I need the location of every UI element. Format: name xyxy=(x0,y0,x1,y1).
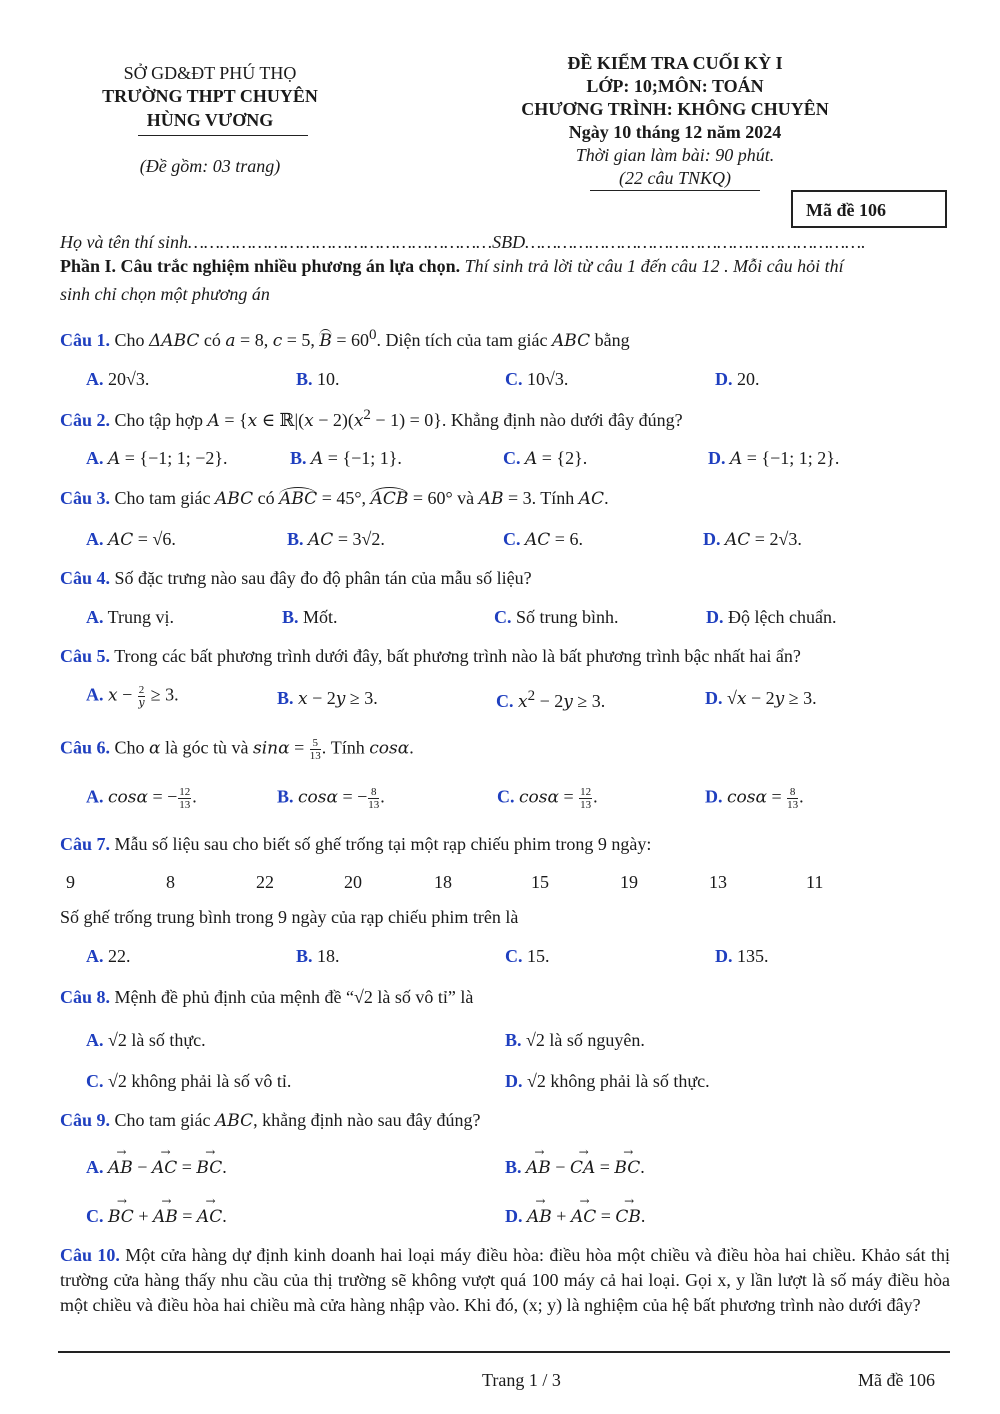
q7-option-d[interactable]: D. 135. xyxy=(715,946,769,966)
exam-code-box: Mã đề 106 xyxy=(791,190,947,228)
part1-instruction-2: sinh chỉ chọn một phương án xyxy=(60,284,270,304)
q7-data-value: 15 xyxy=(531,872,549,892)
q4-option-b[interactable]: B. Mốt. xyxy=(282,607,338,627)
q6-option-c[interactable]: C. cosα = $\frac{12}{13}$ . xyxy=(497,786,598,811)
exam-duration: Thời gian làm bài: 90 phút. xyxy=(575,145,775,165)
exam-date: Ngày 10 tháng 12 năm 2024 xyxy=(568,122,782,142)
q7-data-value: 9 xyxy=(66,872,75,892)
q3-option-a[interactable]: A. AC = √6. xyxy=(86,529,176,550)
exam-program: CHƯƠNG TRÌNH: KHÔNG CHUYÊN xyxy=(521,99,829,119)
footer-exam-code: Mã đề 106 xyxy=(858,1370,935,1390)
q9-option-c[interactable]: C. BC → + AB → = AC → . xyxy=(86,1194,227,1227)
q2-option-d[interactable]: D. A = {−1; 1; 2}. xyxy=(708,448,840,469)
q7-data-value: 13 xyxy=(709,872,727,892)
student-info-line: Họ và tên thí sinh…………………………………………………SBD………………………………………………………. xyxy=(60,232,866,252)
q7-data-value: 20 xyxy=(344,872,362,892)
q6-label: Câu 6. xyxy=(60,737,111,758)
q6-option-a[interactable]: A. cosα = − $\frac{12}{13}$ . xyxy=(86,786,197,811)
q6-option-d[interactable]: D. cosα = $\frac{8}{13}$ . xyxy=(705,786,804,811)
q9-option-b[interactable]: B. AB → − CA → = BC → . xyxy=(505,1145,645,1178)
q8-option-c[interactable]: C. √2 không phải là số vô tỉ. xyxy=(86,1071,292,1091)
q7-label: Câu 7. xyxy=(60,834,111,854)
q6-option-b[interactable]: B. cosα = − $\frac{8}{13}$ . xyxy=(277,786,385,811)
q5-option-b[interactable]: B. x − 2y ≥ 3. xyxy=(277,688,378,709)
q4-label: Câu 4. xyxy=(60,568,111,588)
q3-option-b[interactable]: B. AC = 3√2. xyxy=(287,529,385,550)
q7-text-2: Số ghế trống trung bình trong 9 ngày của rạp chiếu phim trên là xyxy=(60,907,519,927)
q10-text: Một cửa hàng dự định kinh doanh hai loại máy điều hòa: điều hòa một chiều và điều hòa hai chiều. Khảo sát thị trường cửa hàng thấy nhu cầu của thị trường sẽ không vượt quá 100 máy cả hai loại. Gọi x, y lần lượt là số máy điều hòa một chiều và điều hòa hai chiều mà cửa hàng nhập vào. Khi đó, (x; y) là nghiệm của hệ bất phương trình nào dưới đây? xyxy=(60,1245,950,1315)
q9-option-d[interactable]: D. AB → + AC → = CB → . xyxy=(505,1194,646,1227)
q4-option-d[interactable]: D. Độ lệch chuẩn. xyxy=(706,607,837,627)
part1-header xyxy=(60,256,844,277)
q4-text: Số đặc trưng nào sau đây đo độ phân tán của mẫu số liệu? xyxy=(110,568,532,588)
question-10 xyxy=(60,1243,950,1318)
q3-label: Câu 3. xyxy=(60,488,111,508)
exam-question-count: (22 câu TNKQ) xyxy=(619,168,731,188)
q7-data-value: 8 xyxy=(166,872,175,892)
question-7 xyxy=(60,834,651,855)
q7-data-value: 22 xyxy=(256,872,274,892)
q8-option-d[interactable]: D. √2 không phải là số thực. xyxy=(505,1071,710,1091)
page-number: Trang 1 / 3 xyxy=(482,1370,561,1390)
q2-option-b[interactable]: B. A = {−1; 1}. xyxy=(290,448,402,469)
part1-instruction: Thí sinh trả lời từ câu 1 đến câu 12 . Mỗi câu hỏi thí xyxy=(460,256,844,276)
q1-option-a[interactable]: A. 20√3. xyxy=(86,369,150,389)
q2-option-c[interactable]: C. A = {2}. xyxy=(503,448,588,469)
part1-title: Phần I. Câu trắc nghiệm nhiều phương án lựa chọn. xyxy=(60,256,461,276)
q9-label: Câu 9. xyxy=(60,1110,111,1130)
q2-option-a[interactable]: A. A = {−1; 1; −2}. xyxy=(86,448,228,469)
q5-option-d[interactable]: D. √x − 2y ≥ 3. xyxy=(705,688,817,709)
q7-text: Mẫu số liệu sau cho biết số ghế trống tại một rạp chiếu phim trong 9 ngày: xyxy=(110,834,652,854)
q7-data-value: 11 xyxy=(806,872,824,892)
q1-label: Câu 1. xyxy=(60,330,111,350)
q3-option-c[interactable]: C. AC = 6. xyxy=(503,529,583,550)
question-8: Câu 8. Mệnh đề phủ định của mệnh đề “√2 là số vô tỉ” là xyxy=(60,987,474,1007)
q4-option-c[interactable]: C. Số trung bình. xyxy=(494,607,619,627)
q7-option-a[interactable]: A. 22. xyxy=(86,946,131,966)
school-underline xyxy=(138,135,308,136)
q9-option-a[interactable]: A. AB → − AC → = BC → . xyxy=(86,1145,227,1178)
school-dept: SỞ GD&ĐT PHÚ THỌ xyxy=(123,63,297,83)
exam-title: ĐỀ KIỂM TRA CUỐI KỲ I xyxy=(567,53,783,73)
q10-label: Câu 10. xyxy=(60,1245,120,1265)
question-3: Câu 3. Cho tam giác ABC có ABC = 45°, ACB = 60° và AB = 3. Tính AC. xyxy=(60,488,609,509)
q5-option-c[interactable]: C. $x^2 - 2y \ge 3$. xyxy=(496,688,606,712)
question-1: Câu 1. Cho ΔABC có a = 8, c = 5, $B = 60^0$. Diện tích của tam giác ABC bằng xyxy=(60,327,630,351)
q5-text: Trong các bất phương trình dưới đây, bất phương trình nào là bất phương trình bậc nhất hai ẩn? xyxy=(110,646,801,666)
footer-divider xyxy=(58,1351,950,1353)
q7-option-c[interactable]: C. 15. xyxy=(505,946,550,966)
q4-option-a[interactable]: A. Trung vị. xyxy=(86,607,175,627)
q3-option-d[interactable]: D. AC = 2√3. xyxy=(703,529,802,550)
q1-option-c[interactable]: C. 10√3. xyxy=(505,369,569,389)
q8-option-a[interactable]: A. √2 là số thực. xyxy=(86,1030,206,1050)
question-2: Câu 2. Cho tập hợp A = {x ∈ ℝ|(x − $2)(x^2 - 1) = 0$}. Khẳng định nào dưới đây đúng? xyxy=(60,407,683,431)
q7-data-value: 18 xyxy=(434,872,452,892)
school-name-line2: HÙNG VƯƠNG xyxy=(146,110,274,130)
q7-data-value: 19 xyxy=(620,872,638,892)
question-9: Câu 9. Cho tam giác ABC, khẳng định nào sau đây đúng? xyxy=(60,1110,481,1131)
question-4 xyxy=(60,568,532,589)
question-5 xyxy=(60,646,801,667)
exam-underline xyxy=(590,190,760,191)
question-6: Câu 6. Cho α là góc tù và sinα = $\frac{5}{13}$ . Tính cosα. xyxy=(60,737,414,762)
school-name-line1: TRƯỜNG THPT CHUYÊN xyxy=(102,86,318,106)
q2-label: Câu 2. xyxy=(60,410,111,430)
q7-option-b[interactable]: B. 18. xyxy=(296,946,340,966)
q1-option-d[interactable]: D. 20. xyxy=(715,369,760,389)
q5-label: Câu 5. xyxy=(60,646,111,666)
page-count-note: (Đề gồm: 03 trang) xyxy=(139,156,281,176)
q8-option-b[interactable]: B. √2 là số nguyên. xyxy=(505,1030,645,1050)
exam-class-subject: LỚP: 10;MÔN: TOÁN xyxy=(586,76,764,96)
q5-option-a[interactable]: A. x − $\frac{2}{y}$ ≥ 3. xyxy=(86,684,179,709)
q8-label: Câu 8. xyxy=(60,987,111,1007)
q1-option-b[interactable]: B. 10. xyxy=(296,369,340,389)
